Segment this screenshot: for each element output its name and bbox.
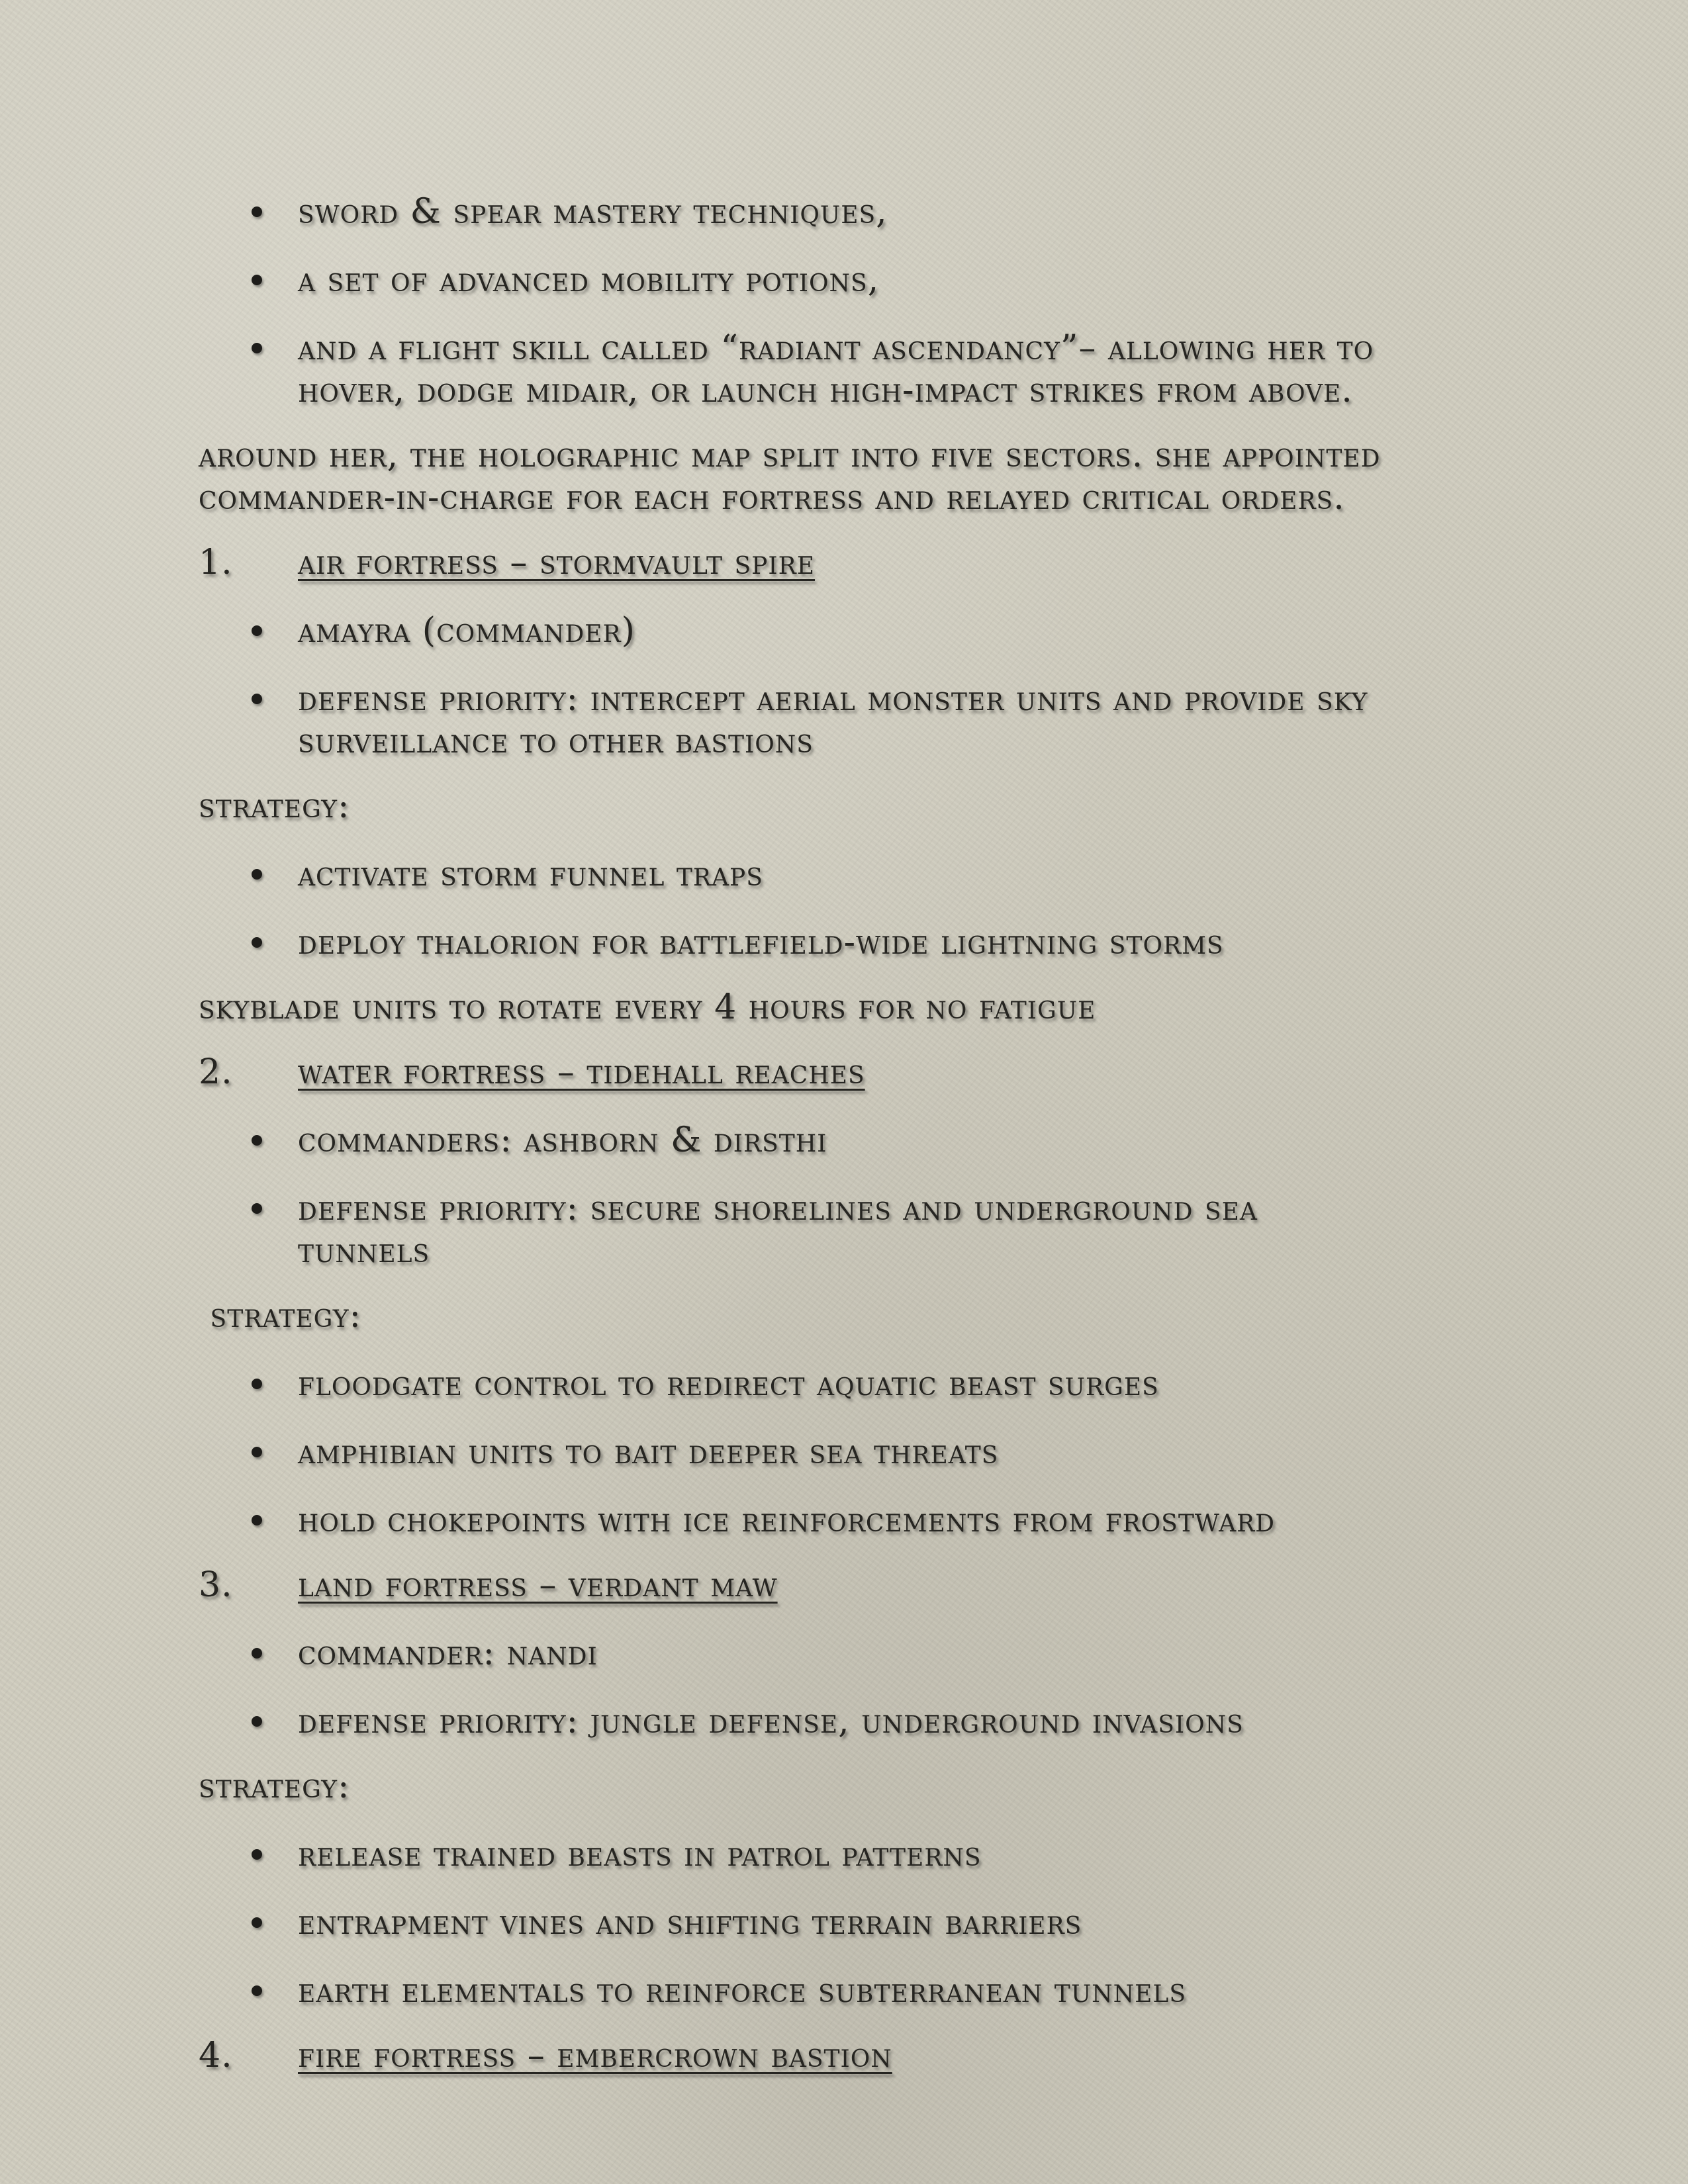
section-number: 2.	[199, 1052, 233, 1092]
list-item: deploy thalorion for battlefield-wide lightning storms	[298, 923, 1224, 962]
intro-paragraph-line: around her, the holographic map split into five sectors. she appointed	[199, 435, 1381, 475]
list-item-continuation: tunnels	[298, 1231, 430, 1271]
list-item: entrapment vines and shifting terrain barriers	[298, 1903, 1082, 1942]
list-item: amphibian units to bait deeper sea threats	[298, 1432, 999, 1472]
section-number: 1.	[199, 543, 233, 582]
bullet-icon	[252, 206, 262, 217]
section-title: water fortress – tidehall reaches	[298, 1052, 865, 1092]
bullet-icon	[252, 1716, 262, 1727]
section-heading-fire-fortress	[199, 2034, 892, 2077]
bullet-icon	[252, 1447, 262, 1457]
bullet-icon	[252, 1985, 262, 1996]
bullet-icon	[252, 1135, 262, 1146]
section-number: 3.	[199, 1565, 233, 1605]
bullet-icon	[252, 694, 262, 704]
bullet-icon	[252, 1849, 262, 1860]
bullet-icon	[252, 869, 262, 880]
section-title: fire fortress – embercrown bastion	[298, 2036, 892, 2075]
note-line: skyblade units to rotate every 4 hours for no fatigue	[199, 987, 1096, 1027]
list-item: defense priority: intercept aerial monster units and provide sky	[298, 679, 1368, 719]
list-item: earth elementals to reinforce subterranean tunnels	[298, 1971, 1187, 2011]
list-item: amayra (commander)	[298, 611, 635, 651]
section-title: land fortress – verdant maw	[298, 1565, 778, 1605]
strategy-label: strategy:	[199, 1766, 350, 1806]
list-item: a set of advanced mobility potions,	[298, 260, 880, 300]
intro-paragraph-line: commander-in-charge for each fortress and relayed critical orders.	[199, 478, 1345, 518]
bullet-icon	[252, 1515, 262, 1525]
list-item: commanders: ashborn & dirsthi	[298, 1120, 827, 1160]
list-item: sword & spear mastery techniques,	[298, 192, 888, 232]
list-item: defense priority: jungle defense, underground invasions	[298, 1702, 1244, 1741]
list-item: release trained beasts in patrol patterns	[298, 1835, 982, 1874]
section-title: air fortress – stormvault spire	[298, 543, 816, 582]
bullet-icon	[252, 275, 262, 285]
bullet-icon	[252, 1917, 262, 1928]
list-item-continuation: hover, dodge midair, or launch high-impact strikes from above.	[298, 371, 1353, 410]
bullet-icon	[252, 1379, 262, 1389]
list-item: floodgate control to redirect aquatic beast surges	[298, 1364, 1159, 1404]
list-item: commander: nandi	[298, 1633, 598, 1673]
bullet-icon	[252, 343, 262, 353]
section-heading-water-fortress	[199, 1051, 865, 1093]
section-heading-air-fortress	[199, 541, 815, 584]
list-item: activate storm funnel traps	[298, 854, 763, 894]
list-item: and a flight skill called “radiant ascendancy”– allowing her to	[298, 328, 1374, 368]
section-heading-land-fortress	[199, 1564, 778, 1606]
bullet-icon	[252, 625, 262, 636]
list-item: hold chokepoints with ice reinforcements from frostward	[298, 1500, 1276, 1540]
bullet-icon	[252, 937, 262, 948]
strategy-label: strategy:	[199, 786, 350, 826]
list-item: defense priority: secure shorelines and underground sea	[298, 1189, 1258, 1228]
bullet-icon	[252, 1648, 262, 1659]
strategy-label: strategy:	[199, 1296, 362, 1336]
list-item-continuation: surveillance to other bastions	[298, 721, 814, 761]
section-number: 4.	[199, 2036, 233, 2075]
bullet-icon	[252, 1203, 262, 1214]
